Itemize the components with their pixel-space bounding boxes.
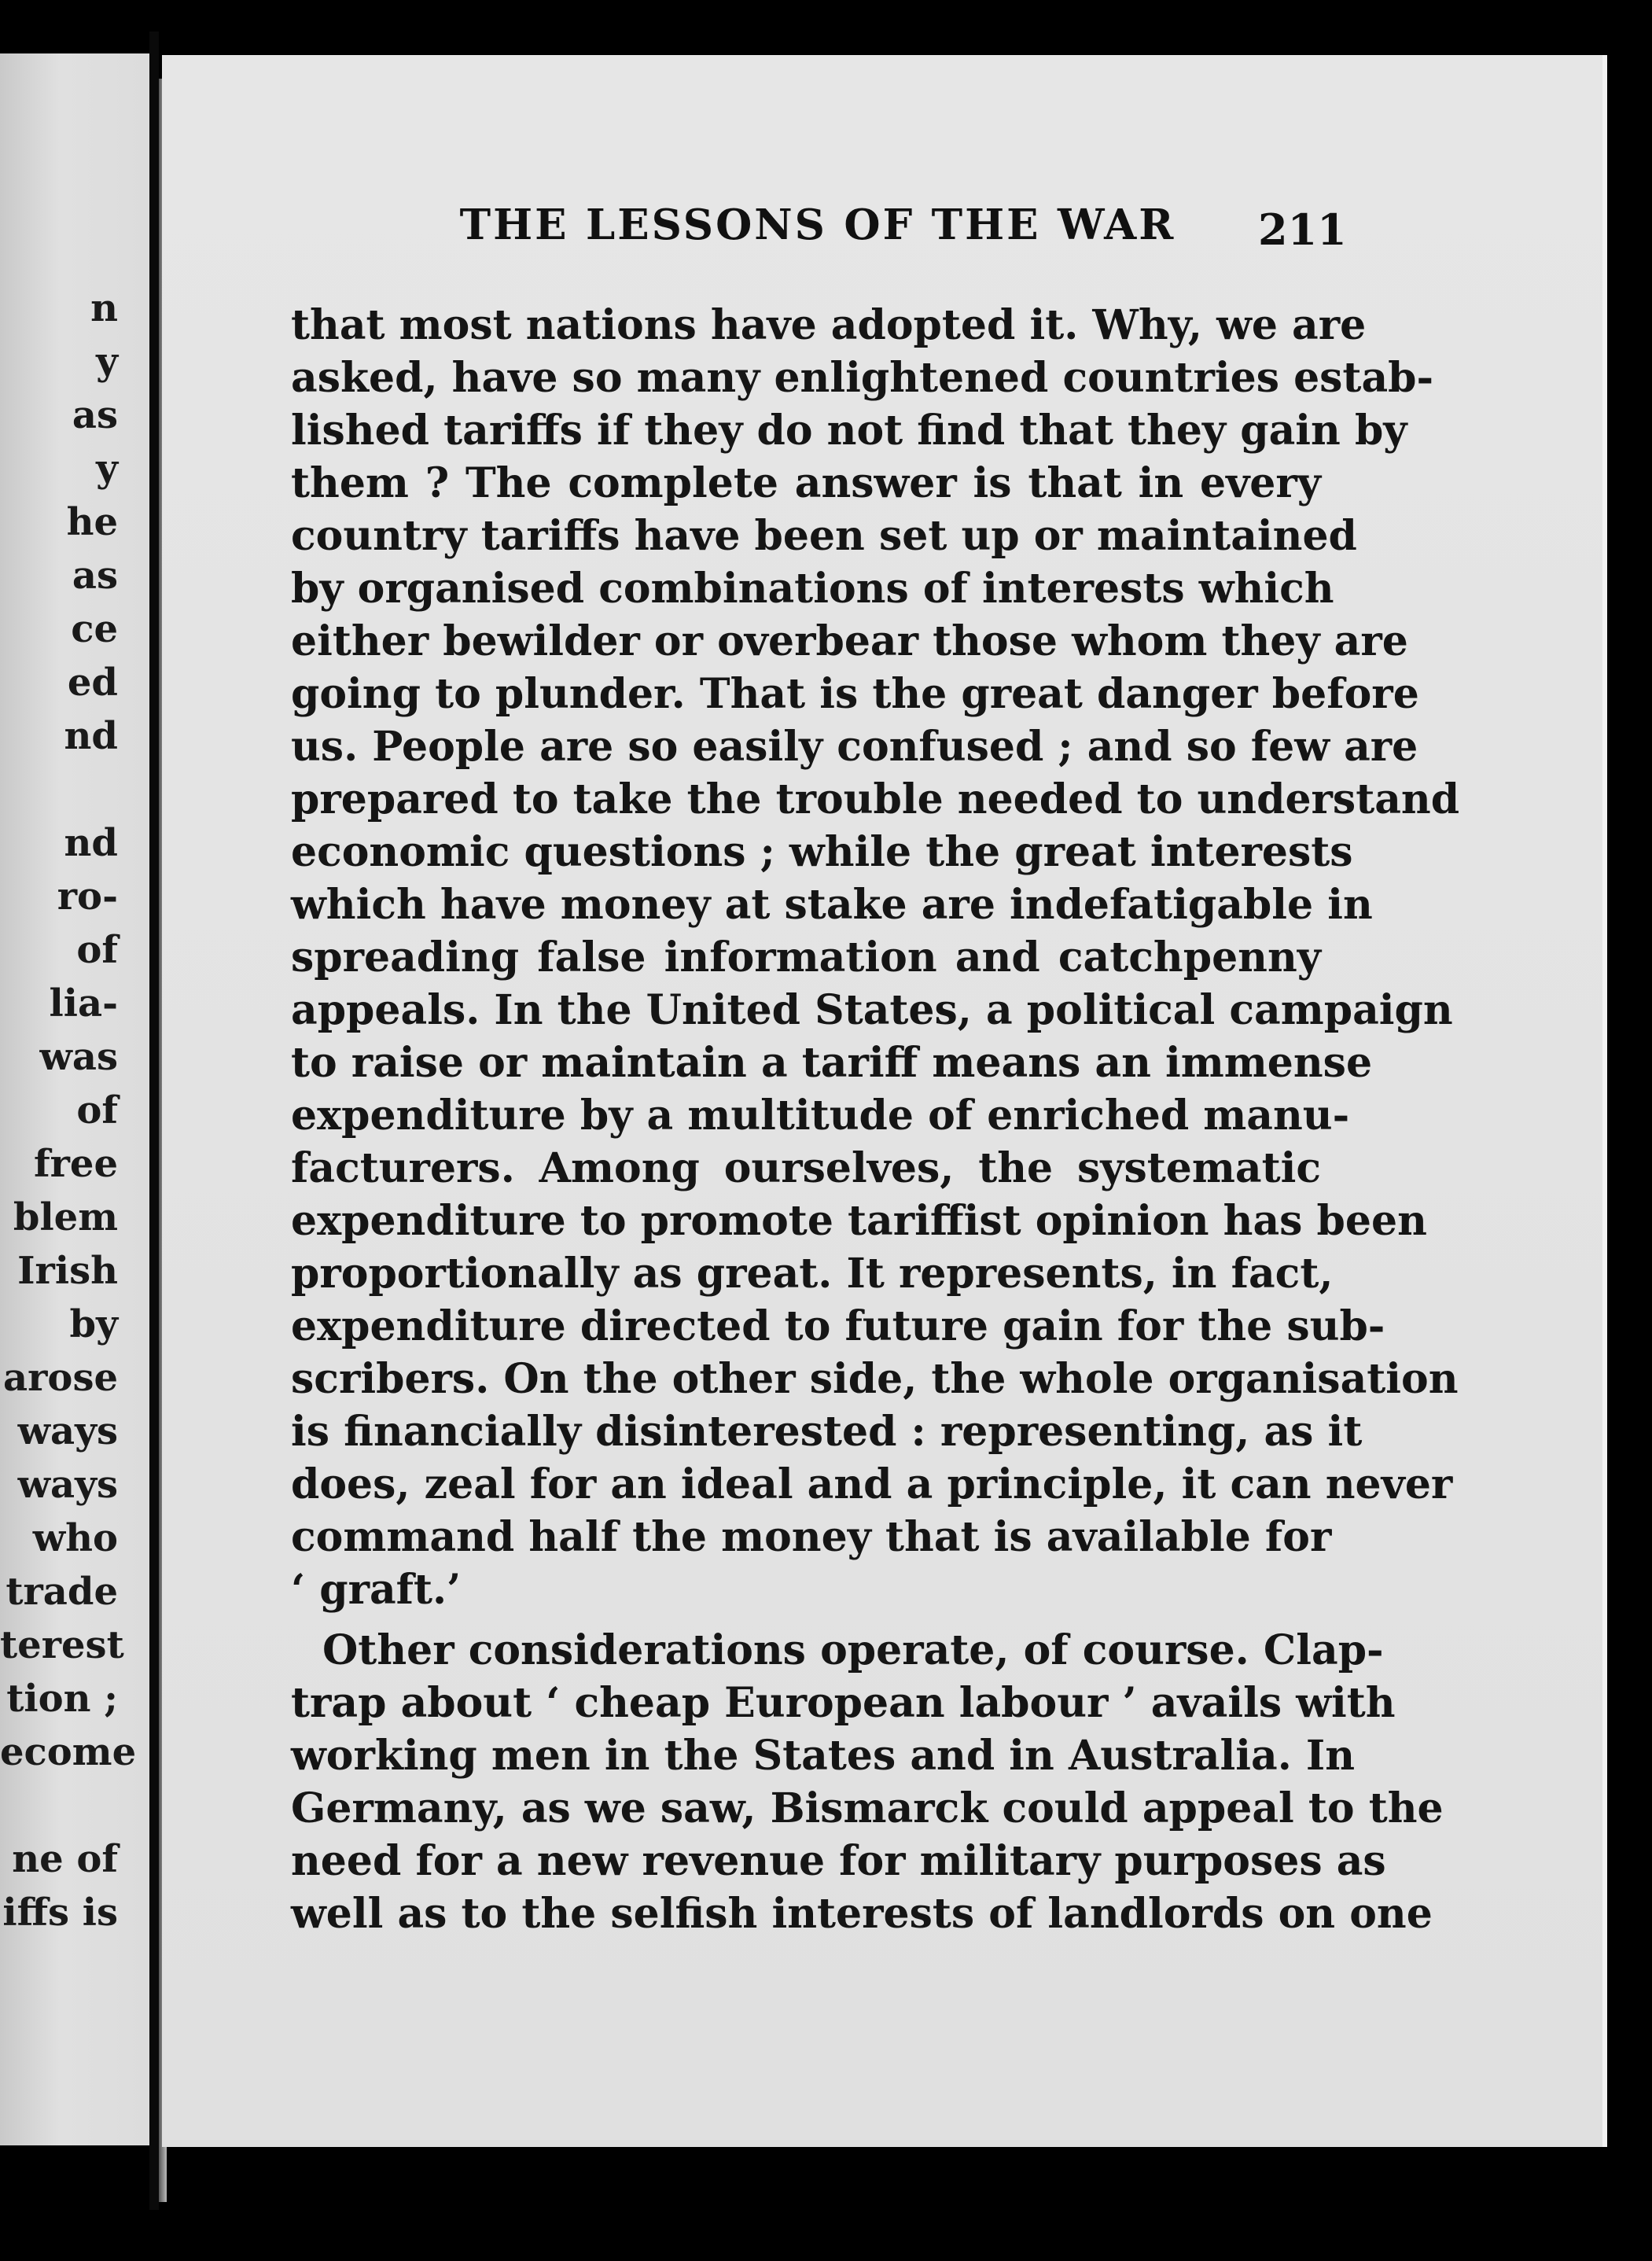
text-line: us. People are so easily confused ; and so few are: [291, 723, 1418, 771]
previous-page-line-fragment: Irish: [17, 1249, 118, 1293]
previous-page-line-fragment: he: [66, 500, 118, 544]
text-line: expenditure to promote tariffist opinion has been: [291, 1197, 1427, 1245]
text-line: scribers. On the other side, the whole organisation: [291, 1355, 1459, 1403]
text-line: them ? The complete answer is that in every: [291, 459, 1321, 507]
text-line: need for a new revenue for military purposes as: [291, 1837, 1386, 1885]
text-line: that most nations have adopted it. Why, we are: [291, 301, 1367, 349]
previous-page-line-fragment: lia-: [49, 981, 118, 1026]
previous-page-line-fragment: by: [69, 1302, 118, 1346]
text-line: ‘ graft.’: [291, 1566, 462, 1614]
previous-page-line-fragment: n: [90, 286, 118, 330]
previous-page-line-fragment: of: [76, 928, 118, 972]
text-line: Germany, as we saw, Bismarck could appeal to the: [291, 1784, 1444, 1832]
previous-page-line-fragment: ro-: [57, 875, 118, 919]
previous-page-line-fragment: who: [32, 1516, 118, 1560]
paragraph-gap: [291, 1616, 1321, 1624]
previous-page-line-fragment: ways: [17, 1409, 118, 1453]
previous-page-line-fragment: was: [39, 1035, 118, 1079]
page-number: 211: [1258, 204, 1347, 255]
previous-page-line-fragment: blem: [13, 1195, 118, 1239]
text-line: expenditure by a multitude of enriched manu-: [291, 1092, 1350, 1140]
text-line: economic questions ; while the great interests: [291, 828, 1353, 876]
previous-page-line-fragment: ecome: [0, 1730, 137, 1774]
text-line: lished tariffs if they do not find that they gain by: [291, 407, 1407, 455]
previous-page-line-fragment: arose: [3, 1356, 118, 1400]
previous-page-line-fragment: nd: [64, 821, 118, 865]
previous-page-line-fragment: y: [96, 447, 118, 491]
page-edge: [1602, 55, 1607, 2147]
text-line: command half the money that is available for: [291, 1513, 1332, 1561]
previous-page-line-fragment: ce: [71, 607, 118, 651]
previous-page-line-fragment: free: [33, 1142, 118, 1186]
text-line: appeals. In the United States, a political campaign: [291, 986, 1453, 1034]
text-line: going to plunder. That is the great danger before: [291, 670, 1419, 718]
previous-page-line-fragment: ways: [17, 1463, 118, 1507]
previous-page-line-fragment: y: [96, 340, 118, 384]
previous-page-line-fragment: as: [72, 554, 118, 598]
previous-page-line-fragment: tion ;: [6, 1677, 118, 1721]
previous-page-line-fragment: terest: [0, 1623, 124, 1667]
previous-page-line-fragment: trade: [6, 1570, 118, 1614]
text-line: trap about ‘ cheap European labour ’ avails with: [291, 1679, 1396, 1727]
text-line: working men in the States and in Australia. In: [291, 1732, 1356, 1780]
text-line: expenditure directed to future gain for the sub-: [291, 1302, 1385, 1350]
previous-page-fragment: [0, 53, 149, 2145]
running-head: THE LESSONS OF THE WAR: [459, 201, 1176, 249]
text-line: prepared to take the trouble needed to understand: [291, 775, 1460, 823]
previous-page-line-fragment: as: [72, 393, 118, 437]
text-line: by organised combinations of interests which: [291, 565, 1334, 613]
previous-page-line-fragment: of: [76, 1088, 118, 1132]
previous-page-line-fragment: ne of: [12, 1837, 118, 1881]
body-text: [291, 299, 1460, 1940]
text-line: facturers. Among ourselves, the systematic: [291, 1144, 1321, 1192]
previous-page-line-fragment: nd: [64, 714, 118, 758]
text-line: proportionally as great. It represents, in fact,: [291, 1250, 1334, 1298]
book-gutter: [149, 31, 159, 2210]
text-line: which have money at stake are indefatigable in: [291, 881, 1373, 929]
previous-page-line-fragment: iffs is: [2, 1891, 118, 1935]
text-line: asked, have so many enlightened countries estab-: [291, 354, 1434, 402]
text-line: Other considerations operate, of course. Clap-: [322, 1626, 1384, 1674]
text-line: spreading false information and catchpenny: [291, 933, 1321, 981]
previous-page-line-fragment: ed: [67, 661, 118, 705]
text-line: country tariffs have been set up or maintained: [291, 512, 1357, 560]
text-line: is financially disinterested : representing, as it: [291, 1408, 1363, 1456]
text-line: well as to the selfish interests of landlords on one: [291, 1890, 1433, 1938]
text-line: either bewilder or overbear those whom they are: [291, 617, 1408, 665]
text-line: does, zeal for an ideal and a principle, it can never: [291, 1460, 1453, 1508]
text-line: to raise or maintain a tariff means an immense: [291, 1039, 1373, 1087]
